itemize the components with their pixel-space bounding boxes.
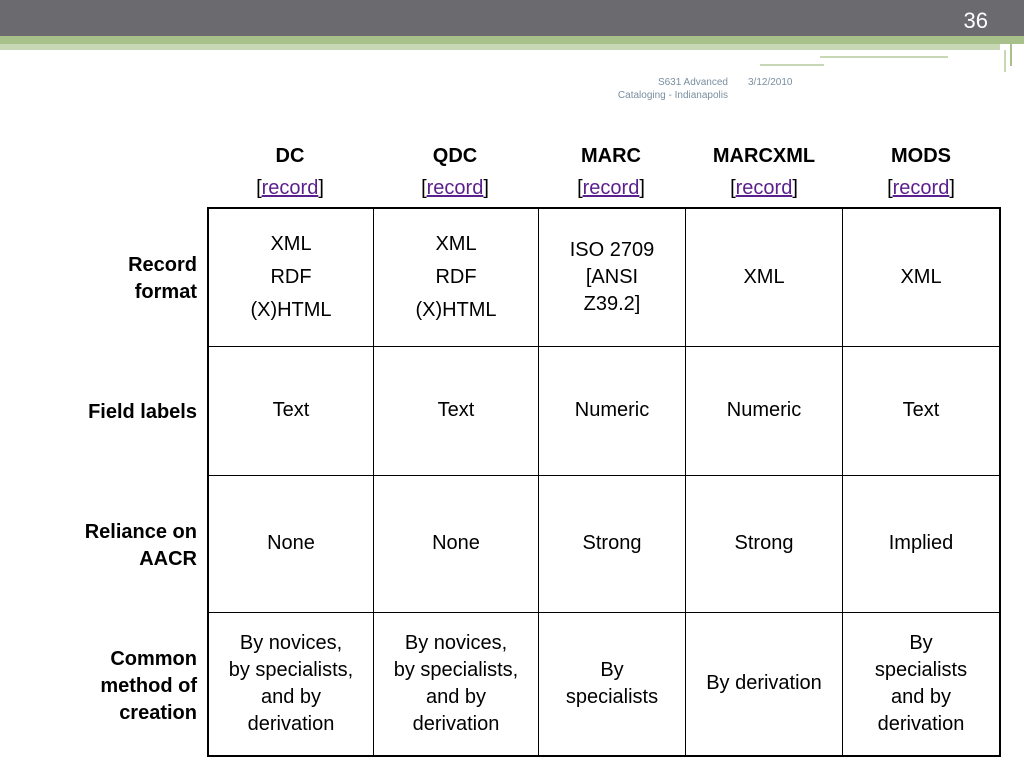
cell-line: Strong: [582, 532, 642, 554]
footer-course-line: Cataloging - Indianapolis: [617, 90, 728, 101]
cell-line: Text: [902, 399, 940, 421]
row-label-line: Record: [128, 254, 197, 276]
cell-line: Text: [437, 399, 475, 421]
cell-line: Implied: [888, 532, 954, 554]
record-link-wrapper: [record]: [887, 177, 955, 199]
cell-line: specialists: [874, 658, 968, 681]
table-cell: [539, 475, 686, 612]
slide-number: 36: [963, 8, 988, 33]
table-cell: [843, 346, 1001, 475]
row-label-line: Common: [110, 647, 197, 670]
cell-line: Z39.2]: [583, 292, 641, 315]
record-link-wrapper: [record]: [256, 177, 324, 199]
cell-line: By: [909, 631, 933, 654]
light-green-accent-bar: [0, 44, 1000, 50]
footer-course-line: S631 Advanced: [657, 77, 728, 88]
table-row: [208, 208, 1000, 346]
table-row: [208, 475, 1000, 612]
table-cell: [208, 208, 374, 346]
cell-line: [ANSI: [585, 265, 639, 288]
deco-line: [1004, 50, 1006, 72]
cell-line: XML: [743, 265, 785, 288]
table-cell: [539, 208, 686, 346]
table-cell: [208, 346, 374, 475]
cell-line: RDF: [270, 265, 312, 288]
row-label-line: method of: [100, 674, 197, 697]
cell-line: and by: [260, 685, 322, 708]
cell-line: and by: [425, 685, 487, 708]
deco-line: [760, 64, 824, 66]
column-header-mods: [843, 140, 999, 204]
record-link-wrapper: [record]: [577, 177, 645, 199]
cell-line: and by: [890, 685, 952, 708]
table-cell: [686, 208, 843, 346]
table-cell: [686, 346, 843, 475]
cell-line: By novices,: [239, 631, 343, 654]
record-link[interactable]: record: [426, 177, 484, 199]
table-cell: [374, 475, 539, 612]
table-cell: [686, 475, 843, 612]
cell-line: by specialists,: [228, 658, 354, 681]
column-name: MARC: [581, 145, 641, 167]
deco-line: [1010, 36, 1012, 66]
cell-line: XML: [900, 265, 942, 288]
cell-line: (X)HTML: [415, 298, 497, 321]
table-cell: [374, 208, 539, 346]
row-label-line: Field labels: [88, 401, 197, 423]
table-row: [208, 612, 1000, 756]
column-header-marc: [538, 140, 684, 204]
row-label-line: Reliance on: [84, 520, 197, 543]
cell-line: derivation: [877, 712, 965, 735]
table-cell: [843, 475, 1001, 612]
record-link[interactable]: record: [261, 177, 319, 199]
cell-line: Numeric: [574, 399, 650, 421]
row-label-line: AACR: [139, 547, 197, 570]
table-cell: [208, 475, 374, 612]
cell-line: None: [267, 532, 315, 554]
cell-line: None: [432, 532, 480, 554]
cell-line: RDF: [435, 265, 477, 288]
cell-line: By novices,: [404, 631, 508, 654]
row-label-field-labels: [40, 348, 197, 477]
table-cell: [539, 346, 686, 475]
row-label-line: format: [134, 281, 197, 303]
deco-line: [820, 56, 948, 58]
cell-line: Strong: [734, 532, 794, 554]
column-name: DC: [275, 145, 305, 167]
table-cell: [843, 612, 1001, 756]
cell-line: (X)HTML: [250, 298, 332, 321]
record-link[interactable]: record: [892, 177, 950, 199]
green-accent-bar: [0, 36, 1024, 44]
footer-course: [596, 76, 728, 102]
comparison-table: [207, 207, 1001, 757]
cell-line: by specialists,: [393, 658, 519, 681]
table-cell: [374, 346, 539, 475]
column-name: MODS: [891, 145, 951, 167]
cell-line: By derivation: [706, 672, 822, 695]
footer-date: 3/12/2010: [748, 77, 793, 88]
cell-line: specialists: [565, 685, 659, 708]
cell-line: Numeric: [726, 399, 802, 421]
table-cell: [686, 612, 843, 756]
row-label-record-format: [40, 210, 197, 348]
row-label-common-method: [40, 614, 197, 758]
column-header-marcxml: [685, 140, 843, 204]
top-banner: [0, 0, 1024, 36]
cell-line: derivation: [412, 712, 500, 735]
cell-line: Text: [272, 399, 310, 421]
record-link-wrapper: [record]: [730, 177, 798, 199]
cell-line: XML: [435, 232, 477, 255]
record-link[interactable]: record: [735, 177, 793, 199]
record-link-wrapper: [record]: [421, 177, 489, 199]
row-label-line: creation: [119, 701, 197, 724]
column-header-qdc: [373, 140, 537, 204]
column-name: QDC: [432, 145, 478, 167]
cell-line: XML: [270, 232, 312, 255]
record-link[interactable]: record: [582, 177, 640, 199]
table-cell: [843, 208, 1001, 346]
table-row: [208, 346, 1000, 475]
table-cell: [374, 612, 539, 756]
row-label-reliance-aacr: [40, 477, 197, 614]
table-cell: [539, 612, 686, 756]
cell-line: By: [600, 658, 624, 681]
cell-line: ISO 2709: [569, 238, 655, 261]
cell-line: derivation: [247, 712, 335, 735]
table-cell: [208, 612, 374, 756]
column-name: MARCXML: [712, 145, 816, 167]
column-header-dc: [208, 140, 372, 204]
